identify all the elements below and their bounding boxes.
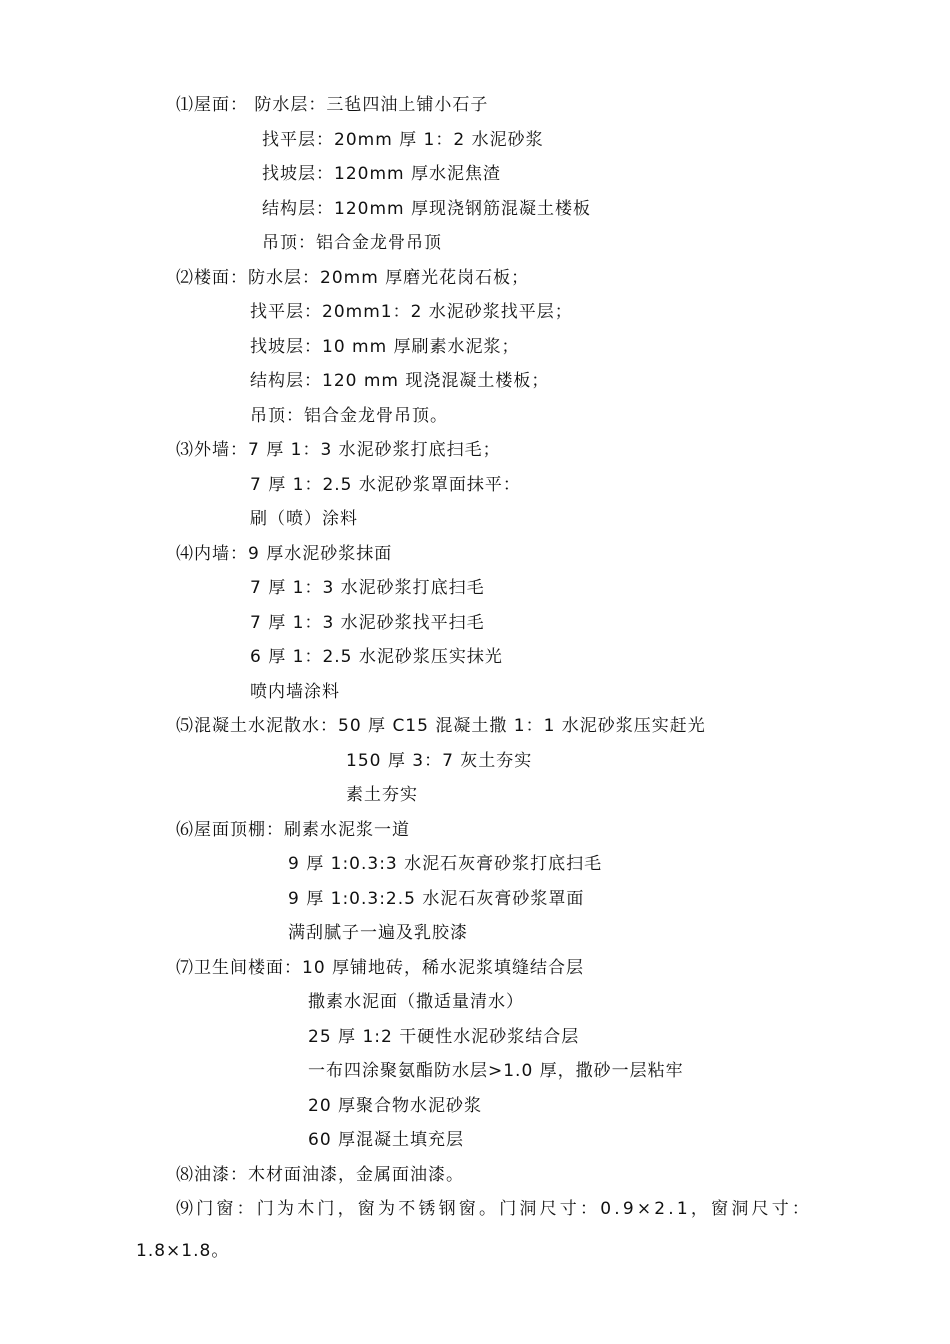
item-2-floor-waterproof: ⑵楼面：防水层：20mm 厚磨光花岗石板； (176, 268, 530, 288)
item-6-line-3: 9 厚 1:0.3:2.5 水泥石灰膏砂浆罩面 (288, 889, 585, 909)
item-7-line-5: 20 厚聚合物水泥砂浆 (308, 1096, 483, 1116)
item-1-ceiling: 吊顶：铝合金龙骨吊顶 (262, 233, 442, 253)
item-3-line-2: 7 厚 1：2.5 水泥砂浆罩面抹平： (250, 475, 521, 495)
item-2-ceiling: 吊顶：铝合金龙骨吊顶。 (250, 406, 448, 426)
item-2-leveling: 找平层：20mm1：2 水泥砂浆找平层； (250, 302, 573, 322)
item-7-line-3: 25 厚 1:2 干硬性水泥砂浆结合层 (308, 1027, 580, 1047)
item-8-paint: ⑻油漆：木材面油漆，金属面油漆。 (176, 1165, 464, 1185)
item-5-line-2: 150 厚 3：7 灰土夯实 (346, 751, 533, 771)
item-1-slope: 找坡层：120mm 厚水泥焦渣 (262, 164, 501, 184)
item-9-doors-windows: ⑼门窗：门为木门，窗为不锈钢窗。门洞尺寸：0.9×2.1，窗洞尺寸： (176, 1199, 813, 1219)
item-7-line-2: 撒素水泥面（撒适量清水） (308, 992, 524, 1012)
item-1-roof-waterproof: ⑴屋面： 防水层：三毡四油上铺小石子 (176, 95, 489, 115)
item-3-line-3: 刷（喷）涂料 (250, 509, 358, 529)
item-1-leveling: 找平层：20mm 厚 1：2 水泥砂浆 (262, 130, 544, 150)
item-4-line-2: 7 厚 1：3 水泥砂浆打底扫毛 (250, 578, 485, 598)
item-4-line-4: 6 厚 1：2.5 水泥砂浆压实抹光 (250, 647, 503, 667)
item-4-line-3: 7 厚 1：3 水泥砂浆找平扫毛 (250, 613, 485, 633)
item-2-slope: 找坡层：10 mm 厚刷素水泥浆； (250, 337, 520, 357)
item-6-line-2: 9 厚 1:0.3:3 水泥石灰膏砂浆打底扫毛 (288, 854, 603, 874)
item-5-line-3: 素土夯实 (346, 785, 418, 805)
item-2-structure: 结构层：120 mm 现浇混凝土楼板； (250, 371, 550, 391)
item-5-apron: ⑸混凝土水泥散水：50 厚 C15 混凝土撒 1：1 水泥砂浆压实赶光 (176, 716, 706, 736)
item-7-bathroom-floor: ⑺卫生间楼面：10 厚铺地砖，稀水泥浆填缝结合层 (176, 958, 585, 978)
item-6-roof-ceiling: ⑹屋面顶棚：刷素水泥浆一道 (176, 820, 410, 840)
item-7-line-6: 60 厚混凝土填充层 (308, 1130, 465, 1150)
item-1-structure: 结构层：120mm 厚现浇钢筋混凝土楼板 (262, 199, 591, 219)
item-4-interior-wall: ⑷内墙：9 厚水泥砂浆抹面 (176, 544, 393, 564)
item-4-line-5: 喷内墙涂料 (250, 682, 340, 702)
item-7-line-4: 一布四涂聚氨酯防水层>1.0 厚，撒砂一层粘牢 (308, 1061, 684, 1081)
item-3-exterior-wall: ⑶外墙：7 厚 1：3 水泥砂浆打底扫毛； (176, 440, 501, 460)
item-9-continuation: 1.8×1.8。 (136, 1241, 230, 1261)
item-6-line-4: 满刮腻子一遍及乳胶漆 (288, 923, 468, 943)
